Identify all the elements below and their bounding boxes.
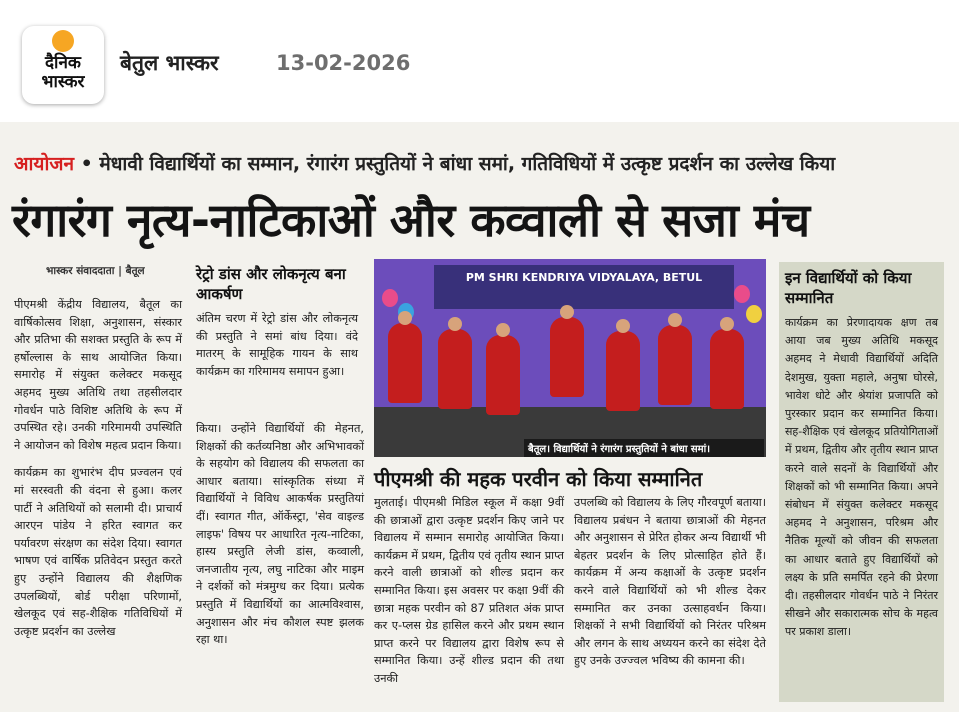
byline: भास्कर संवाददाता | बैतूल bbox=[46, 265, 145, 277]
subheading-mahak-parveen: पीएमश्री की महक परवीन को किया सम्मानित bbox=[374, 467, 703, 491]
dancer-figure bbox=[438, 329, 472, 409]
dancer-figure bbox=[606, 331, 640, 411]
article-headline: रंगारंग नृत्य-नाटिकाओं और कव्वाली से सजा मंच bbox=[12, 193, 810, 247]
dainik-bhaskar-logo[interactable] bbox=[22, 26, 104, 104]
event-photo[interactable] bbox=[374, 259, 766, 457]
dancer-figure bbox=[710, 329, 744, 409]
balloon-icon bbox=[746, 305, 762, 323]
logo-text-line1: दैनिक bbox=[45, 53, 81, 73]
honored-students-sidebar bbox=[779, 262, 944, 702]
logo-text-line2: भास्कर bbox=[41, 72, 85, 92]
sun-icon bbox=[52, 30, 74, 52]
photo-banner: PM SHRI KENDRIYA VIDYALAYA, BETUL bbox=[434, 265, 734, 309]
article-column-4: उपलब्धि को विद्यालय के लिए गौरवपूर्ण बताया। विद्यालय प्रबंधन ने बताया छात्राओं की मेहनत और अनुशासन से प्रेरित होकर अन्य विद्यार्थी भी बेहतर प्रदर्शन के लिए प्रोत्साहित होते हैं। कार्यक्रम में अन्य कक्षाओं के उत्कृष्ट प्रदर्शन करने वाले विद्यार्थियों को भी शील्ड देकर सम्मानित कर उनका उत्साहवर्धन किया। शिक्षकों ने सभी विद्यार्थियों को निरंतर परिश्रम और लगन के साथ अध्ययन करने का संदेश देते हुए उनके उज्ज्वल भविष्य की कामना की। bbox=[574, 496, 766, 668]
col2-top-text: अंतिम चरण में रेट्रो डांस और लोकनृत्य की प्रस्तुति ने समां बांध दिया। वंदे मातरम् के सामूहिक गायन के साथ कार्यक्रम का गरिमामय समापन हुआ। bbox=[196, 312, 358, 378]
balloon-icon bbox=[382, 289, 398, 307]
balloon-icon bbox=[734, 285, 750, 303]
article-column-2: किया। उन्होंने विद्यार्थियों की मेहनत, शिक्षकों की कर्तव्यनिष्ठा और अभिभावकों के सहयोग को विद्यालय की सफलता का आधार बताया। सांस्कृतिक संध्या में विद्यार्थियों ने विविध आकर्षक प्रस्तुतियां दीं। स्वागत गीत, ऑर्केस्ट्रा, 'सेव वाइल्ड लाइफ' विषय पर आधारित नृत्य-नाटिका, हास्य प्रस्तुति लेजी डांस, कव्वाली, जनजातीय नृत्य, लघु नाटिका और माइम ने दर्शकों को मंत्रमुग्ध कर दिया। प्रत्येक प्रस्तुति में विद्यार्थियों का आत्मविश्वास, अनुशासन और मंच कौशल स्पष्ट झलक रहा था। bbox=[196, 422, 364, 647]
article-column-3: मुलताई। पीएमश्री मिडिल स्कूल में कक्षा 9वीं की छात्राओं द्वारा उत्कृष्ट प्रदर्शन किए जाने पर विद्यालय में सम्मान समारोह आयोजित किया। कार्यक्रम में प्रथम, द्वितीय एवं तृतीय स्थान प्राप्त करने वाली छात्राओं को शील्ड प्रदान कर सम्मानित किया। इस अवसर पर कक्षा 9वीं की छात्रा महक परवीन को 87 प्रतिशत अंक प्राप्त कर ए-प्लस ग्रेड हासिल करने और प्रथम स्थान प्राप्त करने पर विद्यालय द्वारा विशेष रूप से सम्मानित किया। उन्हें शील्ड प्रदान की तथा उनकी bbox=[374, 496, 564, 685]
app-header bbox=[0, 0, 959, 120]
kicker-line bbox=[14, 150, 835, 176]
dancer-figure bbox=[550, 317, 584, 397]
page-bottom-strip bbox=[0, 712, 959, 724]
photo-caption: बैतूल। विद्यार्थियों ने रंगारंग प्रस्तुतियों ने बांधा समां। bbox=[524, 439, 764, 457]
sidebar-body: कार्यक्रम का प्रेरणादायक क्षण तब आया जब मुख्य अतिथि मकसूद अहमद ने मेधावी विद्यार्थियों अदिति देशमुख, युक्ता महाले, अनुषा घोरसे, भावेश धोटे और श्रेयांश प्रजापति को पुरस्कार प्रदान कर सम्मानित किया। सह-शैक्षिक एवं खेलकूद प्रतियोगिताओं में प्रथम, द्वितीय और तृतीय स्थान प्राप्त करने वाले सदनों के विद्यार्थियों और शिक्षकों को भी सम्मानित किया। अपने संबोधन में संयुक्त कलेक्टर मकसूद अहमद ने अनुशासन, परिश्रम और नैतिक मूल्यों को जीवन की सफलता का आधार बताते हुए विद्यार्थियों को लक्ष्य के प्रति समर्पित रहने की प्रेरणा दी। तहसीलदार गोवर्धन पाठे ने निरंतर सीखने और सकारात्मक सोच के महत्व पर प्रकाश डाला। bbox=[785, 316, 938, 639]
dancer-figure bbox=[388, 323, 422, 403]
kicker-label: आयोजन bbox=[14, 153, 75, 175]
article-column-1 bbox=[14, 296, 182, 640]
edition-title[interactable]: बेतुल भास्कर bbox=[120, 51, 219, 75]
sidebar-title: इन विद्यार्थियों को किया सम्मानित bbox=[785, 269, 912, 307]
dancer-figure bbox=[658, 325, 692, 405]
col1-paragraph-2: कार्यक्रम का शुभारंभ दीप प्रज्वलन एवं मां सरस्वती की वंदना से हुआ। कलर पार्टी ने अतिथियों को सलामी दी। प्राचार्य आरएन पांडेय ने हरित स्वागत कर पर्यावरण संरक्षण का संदेश दिया। स्वागत भाषण एवं वार्षिक प्रतिवेदन प्रस्तुत करते हुए उन्होंने विद्यालय की शैक्षणिक उपलब्धियों, बोर्ड परीक्षा परिणामों, खेलकूद एवं सह-शैक्षिक गतिविधियों में उत्कृष्ट प्रदर्शन का उल्लेख bbox=[14, 466, 182, 638]
subheading-retro-dance: रेट्रो डांस और लोकनृत्य बना आकर्षण bbox=[196, 265, 346, 303]
dancer-figure bbox=[486, 335, 520, 415]
edition-date[interactable]: 13-02-2026 bbox=[276, 51, 411, 75]
kicker-text: • मेधावी विद्यार्थियों का सम्मान, रंगारंग प्रस्तुतियों ने बांधा समां, गतिविधियों में उत्कृष्ट प्रदर्शन का उल्लेख किया bbox=[74, 153, 836, 175]
col1-paragraph-1: पीएमश्री केंद्रीय विद्यालय, बैतूल का वार्षिकोत्सव शिक्षा, अनुशासन, संस्कार और प्रतिभा की सशक्त प्रस्तुति के रूप में हर्षोल्लास के साथ आयोजित किया। समारोह में संयुक्त कलेक्टर मकसूद अहमद मुख्य अतिथि तथा तहसीलदार गोवर्धन पाठे विशिष्ट अतिथि के रूप में उपस्थित रहे। उनकी गरिमामयी उपस्थिति ने आयोजन को विशेष महत्व प्रदान किया। bbox=[14, 298, 182, 452]
